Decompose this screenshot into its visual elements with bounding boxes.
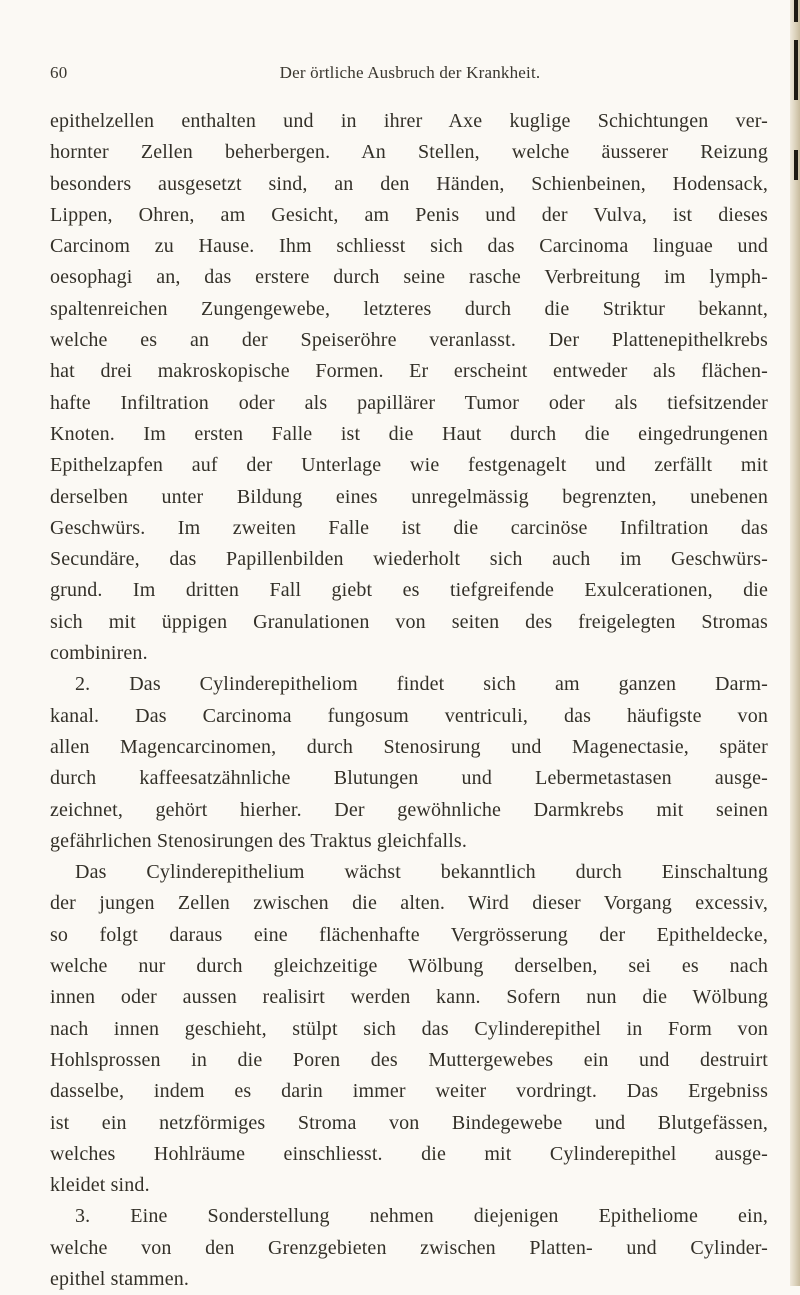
text-line: epithel stammen. <box>50 1267 190 1290</box>
text-line: so folgt daraus eine flächenhafte Vergrösserung der Epitheldecke, <box>50 923 768 946</box>
text-line: Das Cylinderepithelium wächst bekanntlich durch Einschaltung <box>75 861 768 884</box>
page-edge-mark <box>794 150 798 180</box>
text-line: 3. Eine Sonderstellung nehmen diejenigen Epitheliome ein, <box>75 1205 768 1228</box>
text-line: durch kaffeesatzähnliche Blutungen und Lebermetastasen ausge- <box>50 767 768 790</box>
text-line: derselben unter Bildung eines unregelmässig begrenzten, unebenen <box>50 485 768 508</box>
text-line: combiniren. <box>50 642 148 665</box>
text-line: epithelzellen enthalten und in ihrer Axe kuglige Schichtungen ver- <box>50 110 768 132</box>
text-line: der jungen Zellen zwischen die alten. Wird dieser Vorgang excessiv, <box>50 892 768 915</box>
text-line: welche nur durch gleichzeitige Wölbung derselben, sei es nach <box>50 955 768 978</box>
text-line: 2. Das Cylinderepitheliom findet sich am ganzen Darm- <box>75 673 768 696</box>
text-line: Geschwürs. Im zweiten Falle ist die carcinöse Infiltration das <box>50 516 768 539</box>
body-text <box>50 106 768 1295</box>
text-line: hornter Zellen beherbergen. An Stellen, welche äusserer Reizung <box>50 141 768 164</box>
text-line: oesophagi an, das erstere durch seine rasche Verbreitung im lymph- <box>50 266 768 289</box>
text-line: zeichnet, gehört hierher. Der gewöhnliche Darmkrebs mit seinen <box>50 798 768 821</box>
text-line: Epithelzapfen auf der Unterlage wie festgenagelt und zerfällt mit <box>50 454 768 477</box>
text-line: spaltenreichen Zungengewebe, letzteres durch die Striktur bekannt, <box>50 297 768 320</box>
text-line: besonders ausgesetzt sind, an den Händen, Schienbeinen, Hodensack, <box>50 172 768 195</box>
text-line: Secundäre, das Papillenbilden wiederholt sich auch im Geschwürs- <box>50 548 768 571</box>
text-line: kleidet sind. <box>50 1174 150 1197</box>
page-edge-mark <box>794 40 798 100</box>
text-line: hat drei makroskopische Formen. Er erscheint entweder als flächen- <box>50 360 768 383</box>
text-line: Lippen, Ohren, am Gesicht, am Penis und der Vulva, ist dieses <box>50 203 768 226</box>
text-line: dasselbe, indem es darin immer weiter vordringt. Das Ergebniss <box>50 1080 768 1103</box>
text-line: allen Magencarcinomen, durch Stenosirung und Magenectasie, später <box>50 735 768 758</box>
text-line: sich mit üppigen Granulationen von seiten des freigelegten Stromas <box>50 610 768 633</box>
page-edge-mark <box>794 0 798 22</box>
text-line: welche es an der Speiseröhre veranlasst. Der Plattenepithelkrebs <box>50 329 768 352</box>
running-title: Der örtliche Ausbruch der Krankheit. <box>279 63 541 82</box>
running-head <box>50 63 770 87</box>
text-line: Knoten. Im ersten Falle ist die Haut durch die eingedrungenen <box>50 422 768 445</box>
text-line: ist ein netzförmiges Stroma von Bindegewebe und Blutgefässen, <box>50 1111 768 1134</box>
text-line: hafte Infiltration oder als papillärer Tumor oder als tiefsitzender <box>50 391 768 414</box>
text-line: gefährlichen Stenosirungen des Traktus gleichfalls. <box>50 829 468 852</box>
text-line: Carcinom zu Hause. Ihm schliesst sich das Carcinoma linguae und <box>50 235 768 258</box>
text-line: Hohlsprossen in die Poren des Muttergewebes ein und destruirt <box>50 1048 768 1071</box>
text-line: grund. Im dritten Fall giebt es tiefgreifende Exulcerationen, die <box>50 579 768 602</box>
text-line: kanal. Das Carcinoma fungosum ventriculi, das häufigste von <box>50 704 768 727</box>
text-line: welches Hohlräume einschliesst. die mit Cylinderepithel ausge- <box>50 1142 768 1165</box>
page-number: 60 <box>50 63 68 82</box>
text-line: nach innen geschieht, stülpt sich das Cylinderepithel in Form von <box>50 1017 768 1040</box>
text-line: welche von den Grenzgebieten zwischen Platten- und Cylinder- <box>50 1236 768 1259</box>
text-line: innen oder aussen realisirt werden kann. Sofern nun die Wölbung <box>50 986 768 1009</box>
page-edge-shadow <box>790 0 800 1286</box>
